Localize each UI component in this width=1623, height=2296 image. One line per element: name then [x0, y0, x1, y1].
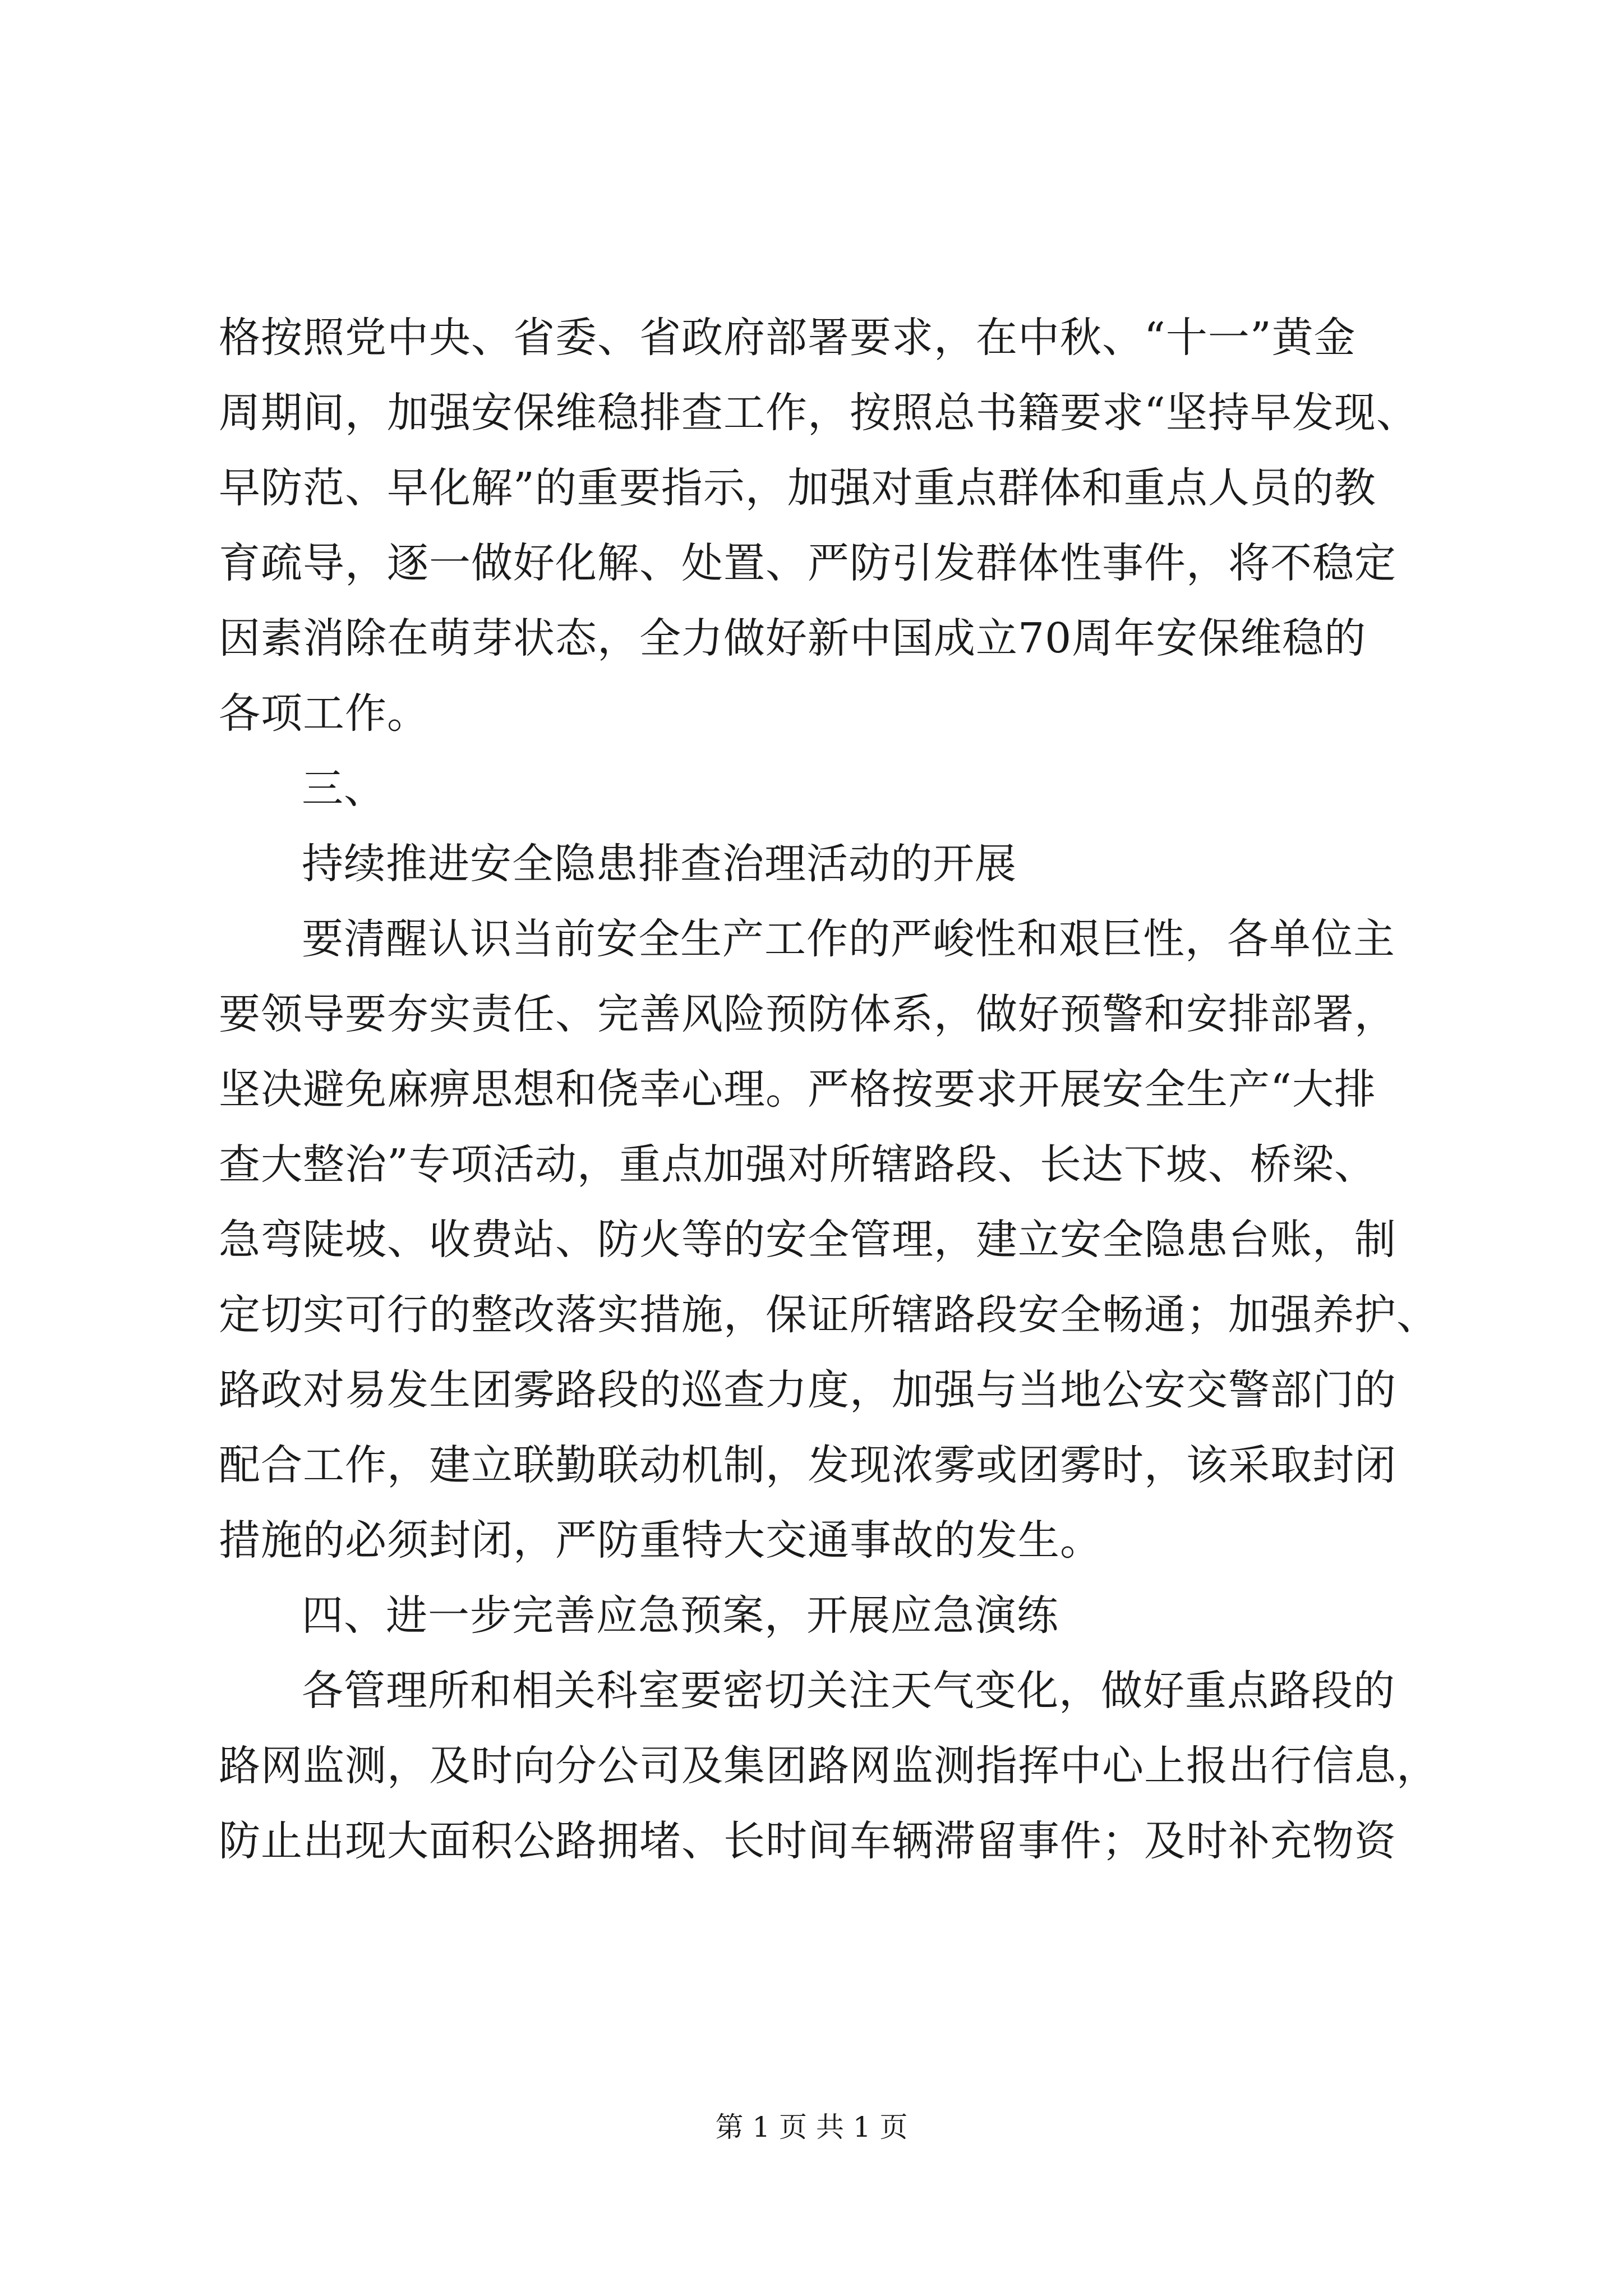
paragraph-first-line: 要清醒认识当前安全生产工作的严峻性和艰巨性，各单位主 [302, 915, 1395, 963]
text-line: 坚决避免麻痹思想和侥幸心理。严格按要求开展安全生产“大排 [219, 1065, 1376, 1114]
paragraph-first-line: 各管理所和相关科室要密切关注天气变化，做好重点路段的 [302, 1667, 1395, 1715]
text-line: 要领导要夯实责任、完善风险预防体系，做好预警和安排部署， [219, 990, 1396, 1038]
text-line: 路政对易发生团雾路段的巡查力度，加强与当地公安交警部门的 [219, 1366, 1396, 1414]
text-line: 防止出现大面积公路拥堵、长时间车辆滞留事件；及时补充物资 [219, 1817, 1396, 1865]
text-line: 路网监测，及时向分公司及集团路网监测指挥中心上报出行信息， [219, 1742, 1438, 1790]
section-heading-number: 三、 [302, 765, 386, 813]
text-line: 措施的必须封闭，严防重特大交通事故的发生。 [219, 1516, 1102, 1565]
text-line: 急弯陡坡、收费站、防火等的安全管理，建立安全隐患台账，制 [219, 1216, 1396, 1264]
text-line: 定切实可行的整改落实措施，保证所辖路段安全畅通；加强养护、 [219, 1291, 1438, 1339]
text-line: 配合工作，建立联勤联动机制，发现浓雾或团雾时，该采取封闭 [219, 1441, 1396, 1489]
text-line: 格按照党中央、省委、省政府部署要求，在中秋、“十一”黄金 [219, 314, 1356, 362]
document-body [219, 300, 1438, 1879]
page-number-footer: 第 1 页 共 1 页 [715, 2111, 908, 2143]
text-line: 周期间，加强安保维稳排查工作，按照总书籍要求“坚持早发现、 [219, 389, 1418, 437]
section-heading: 四、进一步完善应急预案，开展应急演练 [302, 1591, 1059, 1640]
text-line: 各项工作。 [219, 689, 429, 738]
text-line: 因素消除在萌芽状态，全力做好新中国成立70周年安保维稳的 [219, 614, 1367, 662]
text-line: 育疏导，逐一做好化解、处置、严防引发群体性事件，将不稳定 [219, 539, 1396, 587]
text-line: 查大整治”专项活动，重点加强对所辖路段、长达下坡、桥梁、 [219, 1140, 1376, 1189]
text-line: 早防范、早化解”的重要指示，加强对重点群体和重点人员的教 [219, 464, 1376, 512]
section-heading: 持续推进安全隐患排查治理活动的开展 [302, 840, 1017, 888]
